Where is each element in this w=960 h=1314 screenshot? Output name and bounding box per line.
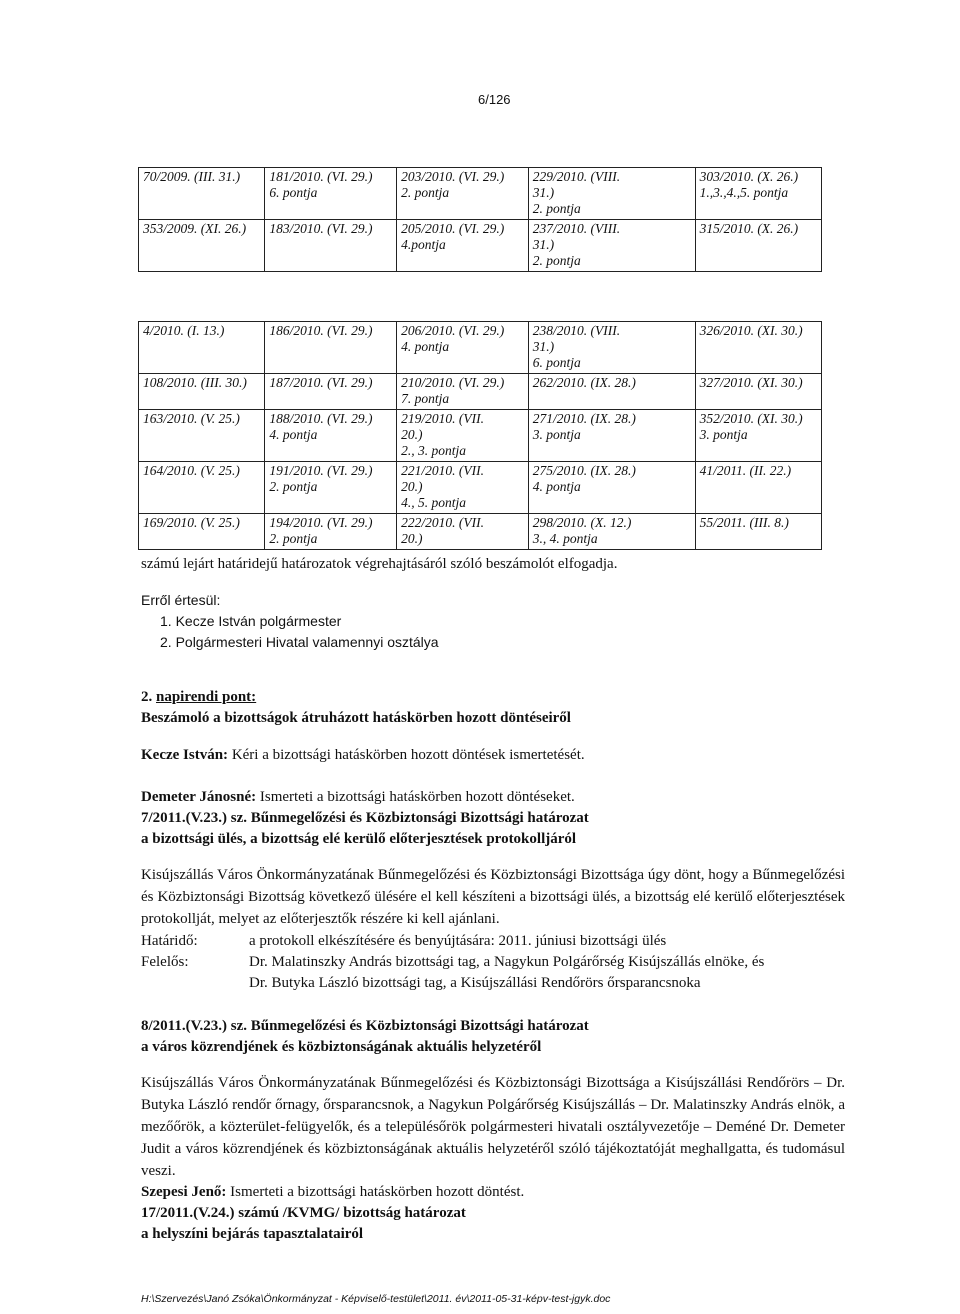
table-cell: 70/2009. (III. 31.) bbox=[139, 168, 265, 220]
table-cell: 327/2010. (XI. 30.) bbox=[695, 374, 821, 410]
table-cell: 353/2009. (XI. 26.) bbox=[139, 220, 265, 272]
table-cell: 163/2010. (V. 25.) bbox=[139, 410, 265, 462]
speaker-text: Ismerteti a bizottsági hatáskörben hozott döntést. bbox=[226, 1184, 525, 1200]
notify-title: Erről értesül: bbox=[141, 592, 221, 608]
speaker-text: Ismerteti a bizottsági hatáskörben hozott döntéseket. bbox=[256, 789, 575, 805]
speaker-text: Kéri a bizottsági hatáskörben hozott döntések ismertetését. bbox=[228, 747, 585, 763]
table-cell: 186/2010. (VI. 29.) bbox=[265, 322, 397, 374]
deadline-value: a protokoll elkészítésére és benyújtására: 2011. júniusi bizottsági ülés bbox=[249, 933, 667, 949]
agenda-number: 2. bbox=[141, 689, 153, 705]
deadline-row bbox=[141, 930, 666, 952]
speaker-name: Szepesi Jenő: bbox=[141, 1184, 227, 1200]
table-cell: 188/2010. (VI. 29.) 4. pontja bbox=[265, 410, 397, 462]
resolutions-table-2 bbox=[138, 321, 822, 550]
table-cell: 203/2010. (VI. 29.) 2. pontja bbox=[397, 168, 529, 220]
resolution-2-subtitle: a város közrendjének és közbiztonságának aktuális helyzetéről bbox=[141, 1039, 542, 1055]
table-cell: 206/2010. (VI. 29.) 4. pontja bbox=[397, 322, 529, 374]
table-row bbox=[139, 410, 822, 462]
table-cell: 303/2010. (X. 26.) 1.,3.,4.,5. pontja bbox=[695, 168, 821, 220]
speaker-name: Demeter Jánosné: bbox=[141, 789, 257, 805]
table-cell: 55/2011. (III. 8.) bbox=[695, 514, 821, 550]
notify-item: 1. Kecze István polgármester bbox=[160, 613, 342, 629]
table-row bbox=[139, 220, 822, 272]
resolution-1-title: 7/2011.(V.23.) sz. Bűnmegelőzési és Közbiztonsági Bizottsági határozat bbox=[141, 810, 589, 826]
table-cell: 187/2010. (VI. 29.) bbox=[265, 374, 397, 410]
deadline-label: Határidő: bbox=[141, 933, 198, 949]
szepesi-statement bbox=[141, 1181, 841, 1203]
table-row bbox=[139, 462, 822, 514]
resolution-2-body: Kisújszállás Város Önkormányzatának Bűnmegelőzési és Közbiztonsági Bizottsága a Kisújszállási Rendőrörs – Dr. Butyka László rendőr őrnagy, őrsparancsnok, a Nagykun Polgárőrség Kisújszállás – Dr. Malatinszky András elnök, a mezőőrök, a közterület-felügyelők, és a településőrök polgármesteri hivatali osztályvezetője – Deméné Dr. Demeter Judit a város közrendjének és közbiztonságának aktuális helyzetéről szóló tájékoztatóját meghallgatta, és tudomásul veszi. bbox=[141, 1075, 845, 1179]
table-cell: 205/2010. (VI. 29.) 4.pontja bbox=[397, 220, 529, 272]
file-path-footer: H:\Szervezés\Janó Zsóka\Önkormányzat - Képviselő-testület\2011. év\2011-05-31-képv-test-jgyk.doc bbox=[141, 1293, 611, 1305]
notify-item: 2. Polgármesteri Hivatal valamennyi osztálya bbox=[160, 634, 439, 650]
demeter-statement bbox=[141, 786, 841, 808]
table-cell: 298/2010. (X. 12.) 3., 4. pontja bbox=[528, 514, 695, 550]
table-cell: 222/2010. (VII. 20.) bbox=[397, 514, 529, 550]
page-number: 6/126 bbox=[478, 92, 511, 107]
responsible-value: Dr. Malatinszky András bizottsági tag, a Nagykun Polgárőrség Kisújszállás elnöke, és bbox=[249, 954, 765, 970]
table-cell: 352/2010. (XI. 30.) 3. pontja bbox=[695, 410, 821, 462]
table-cell: 238/2010. (VIII. 31.) 6. pontja bbox=[528, 322, 695, 374]
table-row bbox=[139, 168, 822, 220]
responsible-value-2: Dr. Butyka László bizottsági tag, a Kisújszállási Rendőrörs őrsparancsnoka bbox=[249, 975, 701, 991]
table-cell: 275/2010. (IX. 28.) 4. pontja bbox=[528, 462, 695, 514]
table-cell: 229/2010. (VIII. 31.) 2. pontja bbox=[528, 168, 695, 220]
agenda-label: napirendi pont: bbox=[156, 689, 257, 705]
table-row bbox=[139, 322, 822, 374]
table-cell: 262/2010. (IX. 28.) bbox=[528, 374, 695, 410]
table-cell: 164/2010. (V. 25.) bbox=[139, 462, 265, 514]
resolution-1-subtitle: a bizottsági ülés, a bizottság elé kerülő előterjesztések protokolljáról bbox=[141, 831, 577, 847]
kecze-statement bbox=[141, 744, 841, 766]
agenda-title: Beszámoló a bizottságok átruházott hatáskörben hozott döntéseiről bbox=[141, 710, 571, 726]
table-cell: 219/2010. (VII. 20.) 2., 3. pontja bbox=[397, 410, 529, 462]
resolution-1-body: Kisújszállás Város Önkormányzatának Bűnmegelőzési és Közbiztonsági Bizottsága úgy dönt, hogy a Bűnmegelőzési és Közbiztonsági Bizottság következő ülésére el kell készíteni a bizottsági ülés, a bizottság elé kerülő előterjesztések protokollját, melyet az előterjesztők részére ki kell ajánlani. bbox=[141, 867, 845, 927]
table-cell: 108/2010. (III. 30.) bbox=[139, 374, 265, 410]
resolutions-table-1 bbox=[138, 167, 822, 272]
table-cell: 194/2010. (VI. 29.) 2. pontja bbox=[265, 514, 397, 550]
acceptance-sentence: számú lejárt határidejű határozatok végrehajtásáról szóló beszámolót elfogadja. bbox=[141, 556, 618, 572]
resolution-2-title: 8/2011.(V.23.) sz. Bűnmegelőzési és Közbiztonsági Bizottsági határozat bbox=[141, 1018, 589, 1034]
resolution-3-subtitle: a helyszíni bejárás tapasztalatairól bbox=[141, 1226, 364, 1242]
table-cell: 271/2010. (IX. 28.) 3. pontja bbox=[528, 410, 695, 462]
table-cell: 181/2010. (VI. 29.) 6. pontja bbox=[265, 168, 397, 220]
table-cell: 169/2010. (V. 25.) bbox=[139, 514, 265, 550]
table-cell: 4/2010. (I. 13.) bbox=[139, 322, 265, 374]
table-cell: 191/2010. (VI. 29.) 2. pontja bbox=[265, 462, 397, 514]
agenda-heading bbox=[141, 686, 841, 708]
table-cell: 221/2010. (VII. 20.) 4., 5. pontja bbox=[397, 462, 529, 514]
table-row bbox=[139, 514, 822, 550]
table-cell: 237/2010. (VIII. 31.) 2. pontja bbox=[528, 220, 695, 272]
table-cell: 326/2010. (XI. 30.) bbox=[695, 322, 821, 374]
table-cell: 315/2010. (X. 26.) bbox=[695, 220, 821, 272]
table-cell: 183/2010. (VI. 29.) bbox=[265, 220, 397, 272]
resolution-3-title: 17/2011.(V.24.) számú /KVMG/ bizottság határozat bbox=[141, 1205, 466, 1221]
table-cell: 210/2010. (VI. 29.) 7. pontja bbox=[397, 374, 529, 410]
table-cell: 41/2011. (II. 22.) bbox=[695, 462, 821, 514]
responsible-label: Felelős: bbox=[141, 954, 189, 970]
speaker-name: Kecze István: bbox=[141, 747, 229, 763]
table-row bbox=[139, 374, 822, 410]
responsible-row bbox=[141, 951, 764, 973]
